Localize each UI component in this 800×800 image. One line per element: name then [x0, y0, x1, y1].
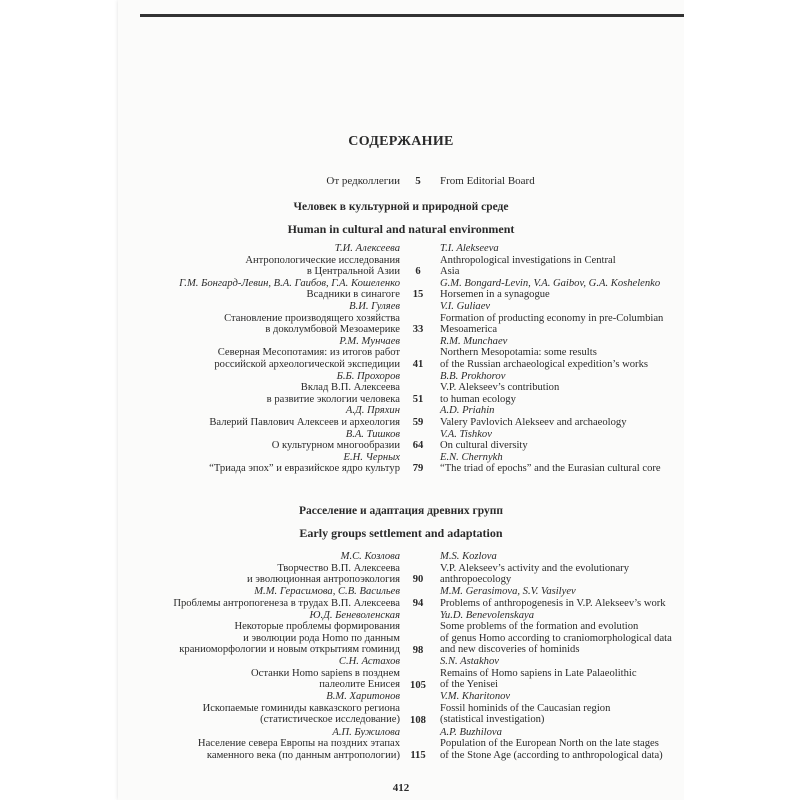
author-en: M.S. Kozlova [440, 551, 497, 562]
entry-page-number: 90 [412, 574, 424, 586]
title-ru-line: Становление производящего хозяйства [224, 312, 400, 324]
title-ru-line: Всадники в синагоге [306, 289, 400, 301]
toc-entry [0, 301, 800, 336]
title-en-line: Remains of Homo sapiens in Late Palaeolithic [440, 667, 637, 679]
title-en-line: of the Stone Age (according to anthropological data) [440, 749, 663, 761]
entry-page-number: 94 [412, 597, 424, 609]
entry-page-number: 79 [412, 463, 424, 475]
toc-entry [0, 336, 800, 371]
entry-en [440, 727, 680, 762]
title-ru-line: палеолите Енисея [319, 679, 400, 691]
entry-en [440, 429, 680, 452]
title-ru-line: Некоторые проблемы формирования [234, 621, 400, 632]
section-2-en: Early groups settlement and adaptation [299, 526, 503, 540]
entry-ru [130, 691, 400, 726]
entry-page-number: 51 [412, 393, 424, 405]
title-ru-line: Останки Homo sapiens в позднем [251, 667, 400, 679]
title-en-line: Formation of producting economy in pre-Columbian [440, 312, 664, 324]
toc-entry [0, 405, 800, 428]
title-en-line: to human ecology [440, 393, 516, 405]
title-ru-line: “Триада эпох” и евразийское ядро культур [209, 463, 400, 475]
entry-ru [130, 405, 400, 428]
toc-entry [0, 278, 800, 301]
title-en-line: Some problems of the formation and evolution [440, 621, 639, 632]
author-ru: А.Д. Пряхин [345, 405, 400, 417]
editorial-page: 5 [415, 175, 421, 187]
title-ru-line: Население севера Европы на поздних этапах [197, 738, 400, 749]
entry-ru [130, 656, 400, 691]
title-ru-line: О культурном многообразии [271, 440, 400, 452]
entry-ru [130, 301, 400, 336]
entry-ru [130, 243, 400, 278]
entry-ru [130, 452, 400, 475]
title-en-line: Fossil hominids of the Caucasian region [440, 702, 611, 714]
entry-en [440, 551, 680, 586]
author-en: T.I. Alekseeva [440, 243, 499, 254]
title-en-line: and new discoveries of hominids [440, 644, 580, 655]
entry-ru [130, 429, 400, 452]
title-en-line: of the Yenisei [440, 679, 498, 691]
entry-ru [130, 371, 400, 406]
page-number: 412 [392, 782, 410, 794]
entry-ru [130, 551, 400, 586]
title-en-line: On cultural diversity [440, 440, 528, 452]
title-en-line: Mesoamerica [440, 324, 498, 335]
entry-en [440, 452, 680, 475]
title-ru-line: Творчество В.П. Алексеева [277, 562, 400, 574]
title-ru-line: Проблемы антропогенеза в трудах В.П. Алексеева [173, 597, 400, 609]
entry-page-number: 115 [410, 749, 426, 761]
title-ru-line: в доколумбовой Мезоамерике [265, 324, 400, 335]
toc-entry [0, 610, 800, 657]
author-ru: Т.И. Алексеева [334, 243, 400, 254]
entry-en [440, 371, 680, 406]
title-en-line: anthropoecology [440, 574, 512, 585]
author-en: B.B. Prokhorov [440, 370, 506, 382]
entry-page-number: 105 [410, 679, 426, 691]
entry-en [440, 243, 680, 278]
author-en: G.M. Bongard-Levin, V.A. Gaibov, G.A. Koshelenko [440, 277, 661, 289]
title-en-line: Asia [440, 266, 460, 277]
author-ru: Б.Б. Прохоров [336, 370, 400, 382]
entry-en [440, 301, 680, 336]
entry-en [440, 336, 680, 371]
title-en-line: (statistical investigation) [440, 714, 545, 726]
title-en-line: of the Russian archaeological expedition’s works [440, 358, 648, 370]
entry-page-number: 6 [415, 266, 421, 278]
author-ru: В.М. Харитонов [326, 691, 400, 703]
entry-ru [130, 727, 400, 762]
title-ru-line: Вклад В.П. Алексеева [300, 382, 400, 394]
author-ru: В.И. Гуляев [349, 301, 400, 312]
editorial-en: From Editorial Board [440, 175, 535, 187]
author-ru: В.А. Тишков [345, 428, 400, 440]
title-en-line: Problems of anthropogenesis in V.P. Alekseev’s work [440, 597, 666, 609]
toc-entry [0, 586, 800, 609]
title-ru-line: в Центральной Азии [306, 266, 400, 277]
author-ru: М.М. Герасимова, С.В. Васильев [254, 586, 400, 598]
author-en: V.A. Tishkov [440, 428, 492, 440]
title-ru-line: и эволюционная антропоэкология [247, 574, 400, 585]
entry-ru [130, 610, 400, 656]
author-en: R.M. Munchaev [440, 335, 508, 347]
section-1-ru: Человек в культурной и природной среде [293, 201, 509, 213]
section-2-ru: Расселение и адаптация древних групп [298, 505, 504, 517]
title-en-line: Horsemen in a synagogue [440, 289, 550, 301]
title-ru-line: (статистическое исследование) [260, 714, 400, 726]
author-en: M.M. Gerasimova, S.V. Vasilyev [440, 586, 576, 598]
toc-entry [0, 691, 800, 726]
author-ru: А.П. Бужилова [332, 726, 400, 738]
toc-entry [0, 727, 800, 762]
author-en: V.I. Guliaev [440, 301, 491, 312]
title-en-line: “The triad of epochs” and the Eurasian cultural core [440, 463, 661, 475]
entry-page-number: 108 [410, 714, 426, 726]
entry-ru [130, 586, 400, 609]
entry-page-number: 15 [412, 289, 424, 301]
title-en-line: Population of the European North on the late stages [440, 738, 659, 749]
entry-page-number: 98 [412, 644, 424, 656]
title-en-line: V.P. Alekseev’s contribution [440, 382, 560, 394]
author-ru: Р.М. Мунчаев [339, 335, 400, 347]
title-ru-line: Антропологические исследования [245, 254, 400, 266]
title-en-line: V.P. Alekseev’s activity and the evolutionary [440, 562, 629, 574]
title-ru-line: краниоморфологии и новым открытиям гоминид [179, 644, 400, 655]
toc-entry [0, 656, 800, 691]
entry-en [440, 656, 680, 691]
author-en: Yu.D. Benevolenskaya [440, 609, 535, 621]
title-ru-line: и эволюции рода Homo по данным [243, 632, 400, 644]
author-en: A.D. Priahin [440, 405, 495, 417]
title-en-line: Anthropological investigations in Central [440, 254, 616, 266]
entry-page-number: 33 [412, 324, 424, 336]
entry-page-number: 64 [412, 440, 424, 452]
author-en: A.P. Buzhilova [440, 726, 502, 738]
entry-ru [130, 336, 400, 371]
title-en-line: Northern Mesopotamia: some results [440, 347, 597, 359]
author-ru: С.Н. Астахов [338, 656, 400, 668]
toc-entry [0, 429, 800, 452]
entry-page-number: 41 [412, 358, 424, 370]
editorial-ru: От редколлегии [326, 175, 400, 187]
page-title: СОДЕРЖАНИЕ [348, 134, 454, 149]
toc-entry [0, 243, 800, 278]
author-en: E.N. Chernykh [440, 451, 503, 463]
author-en: V.M. Kharitonov [440, 691, 511, 703]
title-en-line: Valery Pavlovich Alekseev and archaeology [440, 416, 627, 428]
title-ru-line: Ископаемые гоминиды кавказского региона [202, 702, 400, 714]
toc-entry [0, 452, 800, 475]
author-ru: Е.Н. Черных [343, 451, 400, 463]
toc-entry [0, 371, 800, 406]
entry-en [440, 610, 680, 656]
title-ru-line: Валерий Павлович Алексеев и археология [209, 416, 400, 428]
entry-en [440, 691, 680, 726]
author-ru: Г.М. Бонгард-Левин, В.А. Гаибов, Г.А. Кошеленко [179, 277, 400, 289]
entry-en [440, 278, 680, 301]
section-1-en: Human in cultural and natural environment [287, 222, 515, 236]
author-en: S.N. Astakhov [440, 656, 499, 668]
entry-en [440, 405, 680, 428]
toc-entry [0, 551, 800, 586]
top-rule [140, 14, 684, 17]
title-ru-line: Северная Месопотамия: из итогов работ [217, 347, 400, 359]
title-en-line: of genus Homo according to craniomorphological data [440, 632, 672, 644]
entry-ru [130, 278, 400, 301]
title-ru-line: российской археологической экспедиции [214, 358, 400, 370]
title-ru-line: в развитие экологии человека [266, 393, 400, 405]
entry-page-number: 59 [412, 416, 424, 428]
title-ru-line: каменного века (по данным антропологии) [206, 749, 400, 761]
author-ru: М.С. Козлова [340, 551, 400, 562]
entry-en [440, 586, 680, 609]
author-ru: Ю.Д. Беневоленская [309, 609, 400, 621]
